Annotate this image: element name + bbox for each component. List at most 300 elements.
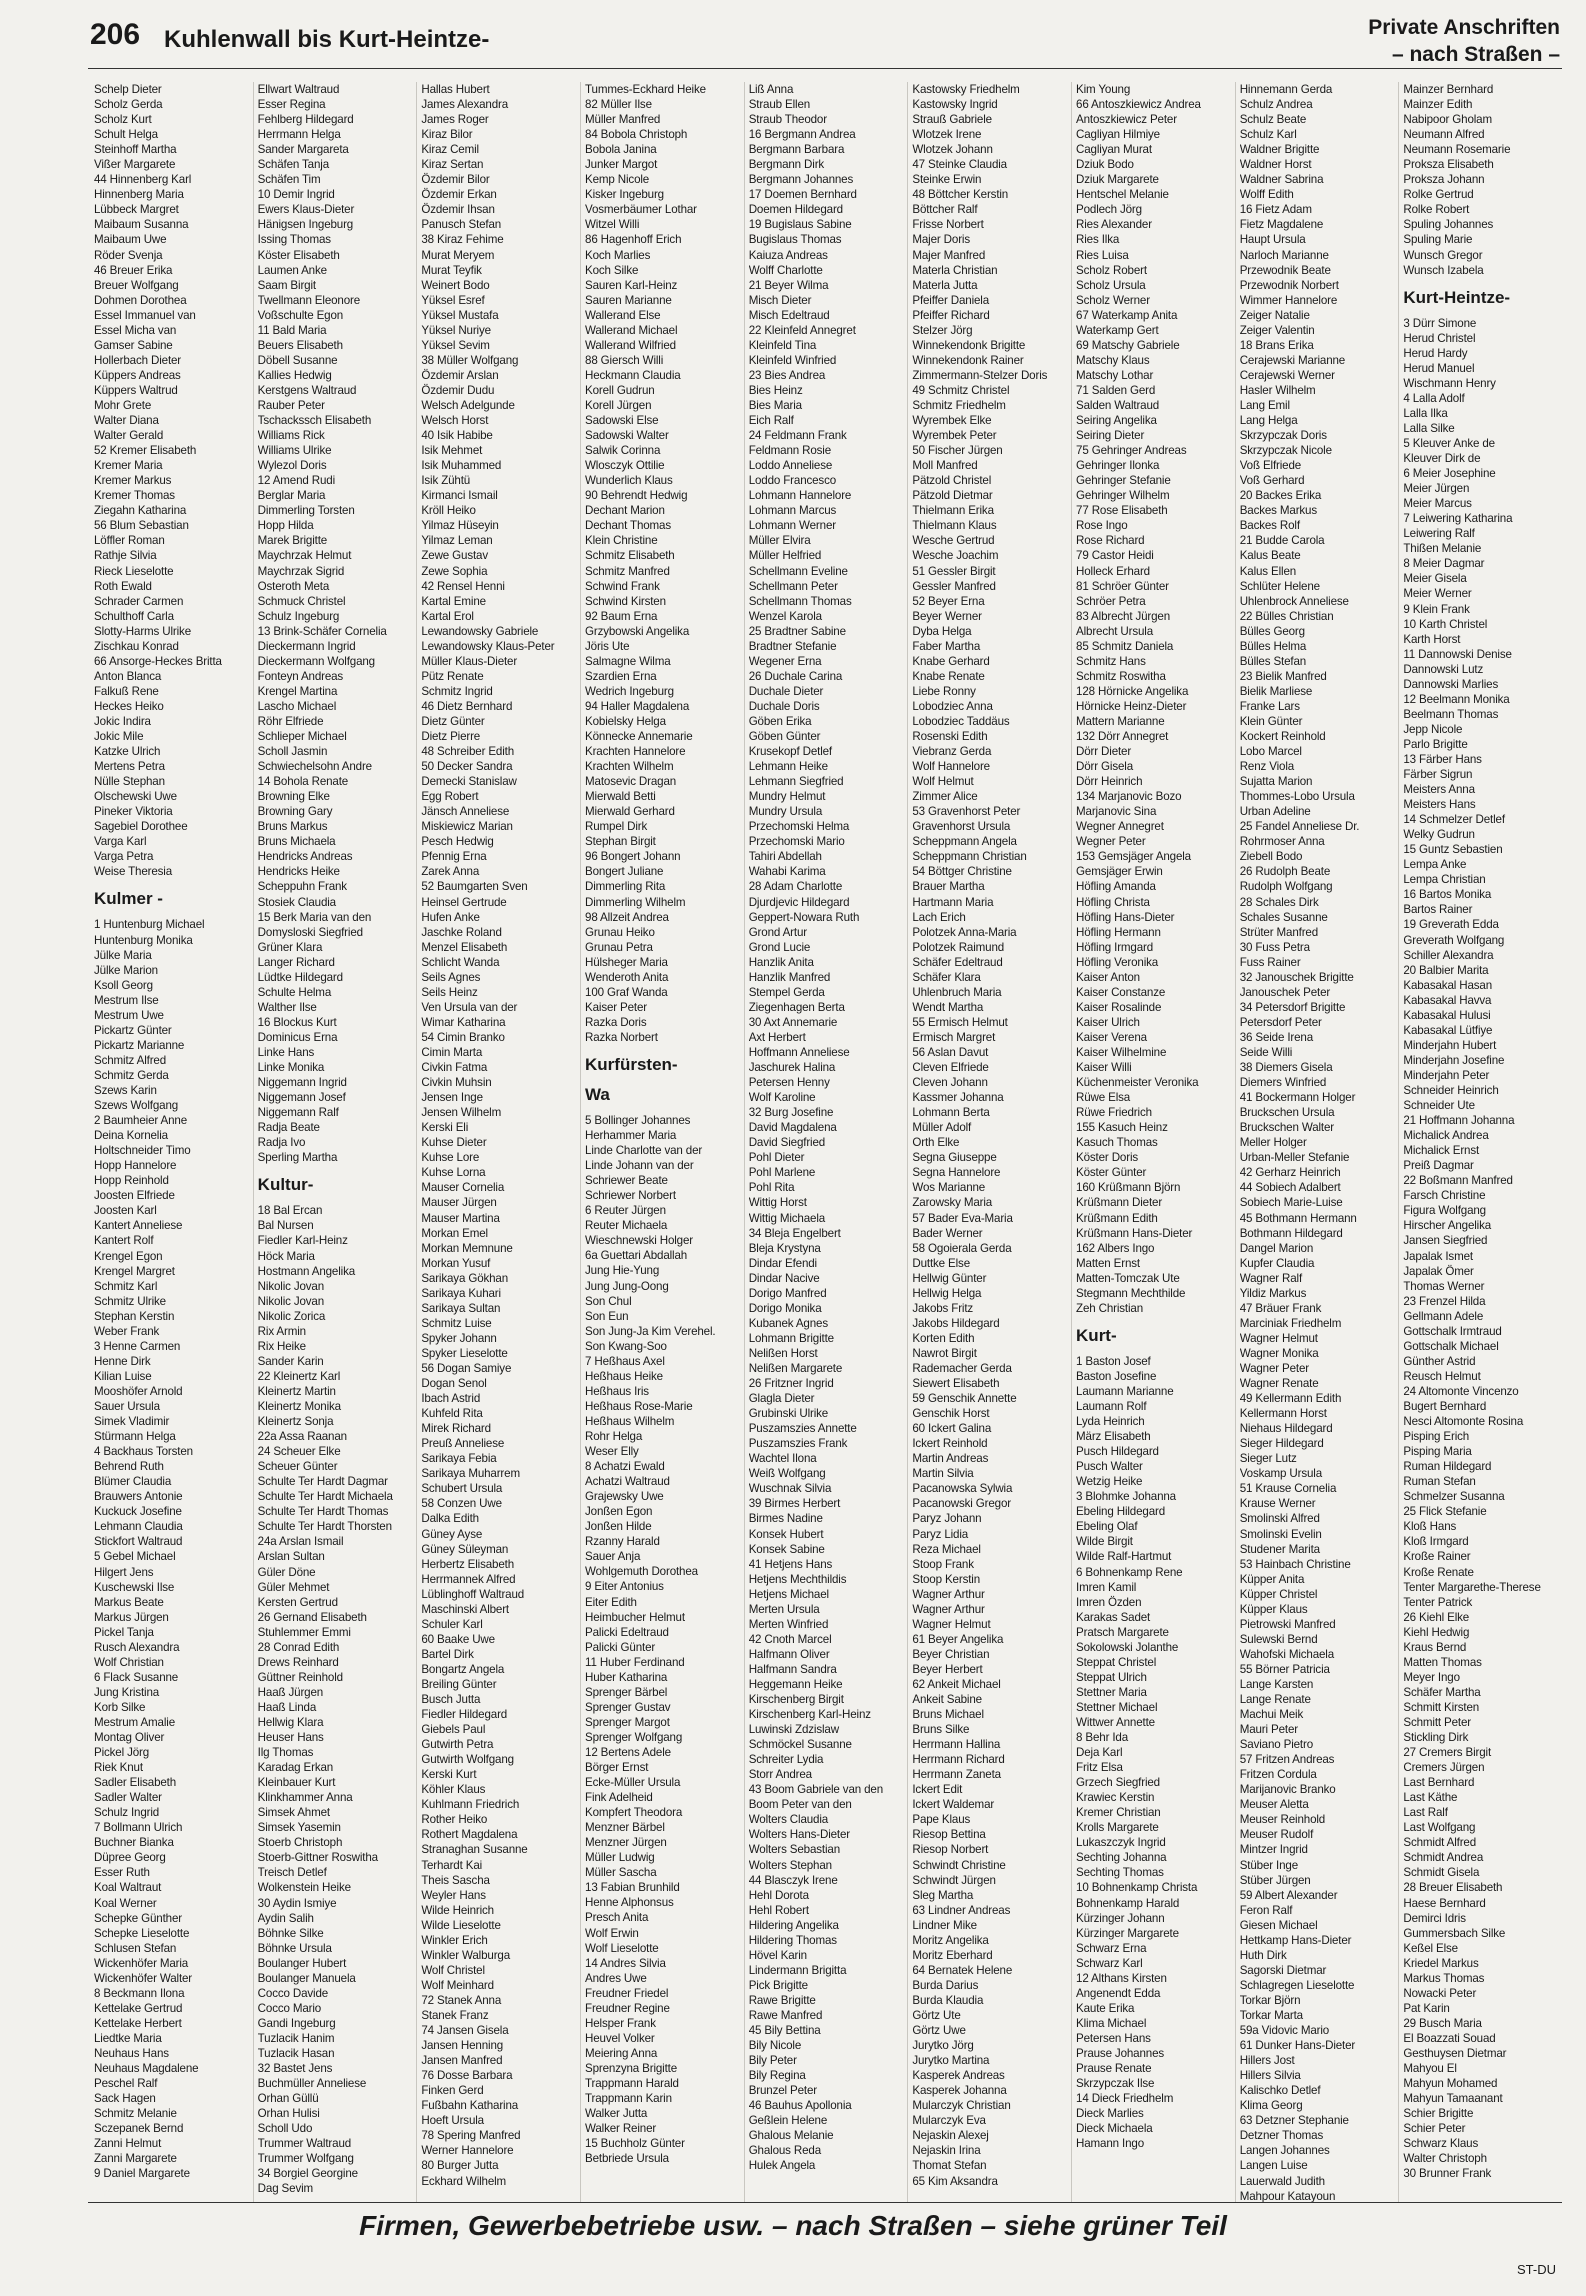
directory-entry: Essel Micha van: [94, 323, 177, 337]
directory-entry: Bruns Silke: [912, 1723, 970, 1737]
directory-entry: Schneider Ute: [1403, 1099, 1475, 1113]
directory-entry: Rose Richard: [1076, 534, 1145, 548]
directory-entry: Mauser Martina: [421, 1211, 500, 1225]
directory-entry: Cleven Elfriede: [912, 1061, 989, 1075]
directory-entry: 88 Giersch Willi: [585, 353, 664, 367]
directory-entry: Skrzypczak Doris: [1239, 429, 1327, 443]
directory-entry: Kaiser Verena: [1076, 1030, 1147, 1044]
directory-entry: Brauwers Antonie: [94, 1490, 183, 1504]
directory-entry: Dominicus Erna: [257, 1030, 338, 1044]
directory-entry: Boulanger Hubert: [257, 1956, 347, 1970]
directory-entry: Last Ralf: [1403, 1806, 1448, 1820]
directory-entry: Demecki Stanislaw: [421, 775, 517, 789]
directory-entry: Rawe Brigitte: [748, 1993, 816, 2007]
directory-entry: Son Kwang-Soo: [585, 1339, 667, 1353]
directory-entry: Studener Marita: [1239, 1542, 1320, 1556]
directory-entry: 6 Meier Josephine: [1403, 467, 1496, 481]
directory-entry: Halfmann Oliver: [748, 1647, 830, 1661]
directory-entry: Meisters Hans: [1403, 798, 1476, 812]
directory-entry: Browning Elke: [257, 790, 330, 804]
directory-entry: Krengel Egon: [94, 1249, 163, 1263]
directory-entry: Walter Gerald: [94, 429, 164, 443]
directory-entry: 44 Hinnenberg Karl: [94, 173, 192, 187]
directory-entry: Stegmann Mechthilde: [1076, 1286, 1186, 1300]
directory-entry: Karth Horst: [1403, 632, 1461, 646]
directory-entry: El Boazzati Souad: [1403, 2031, 1496, 2045]
directory-entry: 28 Conrad Edith: [257, 1640, 340, 1654]
directory-entry: Dimmerling Rita: [585, 880, 666, 894]
directory-entry: Fuss Rainer: [1239, 955, 1301, 969]
directory-entry: Grunau Heiko: [585, 925, 655, 939]
directory-entry: 160 Krüßmann Björn: [1076, 1181, 1181, 1195]
directory-entry: Son Jung-Ja Kim Verehel.: [585, 1324, 716, 1338]
directory-entry: 96 Bongert Johann: [585, 850, 681, 864]
directory-entry: Knabe Gerhard: [912, 654, 990, 668]
directory-entry: Baston Josefine: [1076, 1369, 1157, 1383]
directory-entry: Jöris Ute: [585, 639, 630, 653]
directory-entry: Sarikaya Muharrem: [421, 1467, 520, 1481]
directory-entry: Brauer Martha: [912, 880, 985, 894]
directory-entry: James Alexandra: [421, 98, 509, 112]
directory-entry: Schmidt Alfred: [1403, 1836, 1477, 1850]
directory-entry: Wenderoth Anita: [585, 970, 669, 984]
directory-entry: Özdemir Erkan: [421, 188, 497, 202]
directory-entry: 47 Bräuer Frank: [1239, 1301, 1322, 1315]
directory-entry: Maibaum Susanna: [94, 218, 189, 232]
directory-entry: Kaiser Ulrich: [1076, 1015, 1140, 1029]
directory-entry: Kaiser Anton: [1076, 970, 1140, 984]
directory-entry: Gutwirth Wolfgang: [421, 1753, 514, 1767]
directory-entry: Hanzlik Manfred: [748, 970, 831, 984]
directory-entry: Heinsel Gertrude: [421, 895, 507, 909]
directory-entry: Mestrum Ilse: [94, 993, 159, 1007]
directory-entry: Nawrot Birgit: [912, 1346, 977, 1360]
directory-entry: Loddo Francesco: [748, 474, 837, 488]
directory-entry: Spyker Johann: [421, 1331, 497, 1345]
directory-entry: Jansen Henning: [421, 2039, 504, 2053]
directory-entry: Zarek Anna: [421, 865, 480, 879]
directory-entry: Heggemann Heike: [748, 1677, 843, 1691]
directory-entry: Treisch Detlef: [257, 1866, 327, 1880]
directory-entry: Beyer Christian: [912, 1647, 990, 1661]
directory-entry: Pusch Walter: [1076, 1460, 1143, 1474]
directory-entry: 134 Marjanovic Bozo: [1076, 790, 1182, 804]
directory-entry: Ghalous Melanie: [748, 2129, 834, 2143]
directory-entry: Hörnicke Heinz-Dieter: [1076, 699, 1187, 713]
directory-entry: Stranaghan Susanne: [421, 1843, 528, 1857]
directory-entry: Falkuß Rene: [94, 684, 159, 698]
directory-entry: Stürmann Helga: [94, 1430, 176, 1444]
directory-entry: Sarikaya Sultan: [421, 1301, 501, 1315]
directory-entry: Burda Darius: [912, 1978, 979, 1992]
directory-entry: 52 Baumgarten Sven: [421, 880, 528, 894]
directory-entry: Thommes-Lobo Ursula: [1239, 790, 1355, 804]
directory-entry: 17 Doemen Bernhard: [748, 188, 857, 202]
directory-entry: 53 Hainbach Christine: [1239, 1557, 1351, 1571]
directory-entry: Sander Karin: [257, 1354, 324, 1368]
directory-entry: Steppat Ulrich: [1076, 1670, 1147, 1684]
directory-entry: Ermisch Margret: [912, 1030, 996, 1044]
directory-entry: Meier Werner: [1403, 587, 1472, 601]
directory-entry: Hopp Reinhold: [94, 1174, 169, 1188]
directory-entry: Bal Nursen: [257, 1219, 314, 1233]
directory-entry: Dieckermann Ingrid: [257, 639, 356, 653]
directory-entry: Gehringer Ilonka: [1076, 459, 1160, 473]
directory-entry: Schier Brigitte: [1403, 2107, 1474, 2121]
directory-entry: 60 Baake Uwe: [421, 1632, 495, 1646]
directory-entry: Kuckuck Josefine: [94, 1505, 182, 1519]
directory-entry: 59 Genschik Annette: [912, 1392, 1017, 1406]
directory-entry: Lang Emil: [1239, 398, 1290, 412]
directory-entry: Matten Ernst: [1076, 1256, 1140, 1270]
directory-entry: Tuzlacik Hasan: [257, 2047, 335, 2060]
directory-entry: Maibaum Uwe: [94, 233, 167, 247]
directory-entry: Kloß Irmgard: [1403, 1535, 1469, 1549]
directory-entry: 22 Bülles Christian: [1239, 609, 1334, 623]
directory-entry: 32 Burg Josefine: [748, 1106, 834, 1120]
directory-entry: Nelißen Horst: [748, 1346, 818, 1360]
directory-entry: Kuschewski Ilse: [94, 1580, 175, 1594]
directory-entry: Nesci Altomonte Rosina: [1403, 1415, 1524, 1429]
directory-entry: Hostmann Angelika: [257, 1264, 356, 1278]
directory-entry: 57 Fritzen Andreas: [1239, 1753, 1335, 1767]
directory-entry: Meuser Aletta: [1239, 1798, 1309, 1812]
directory-entry: Przechomski Helma: [748, 820, 850, 834]
directory-entry: Menzner Bärbel: [585, 1821, 665, 1835]
directory-entry: Göben Günter: [748, 730, 821, 744]
directory-entry: Linke Hans: [257, 1046, 315, 1059]
directory-entry: Parlo Brigitte: [1403, 737, 1468, 751]
directory-entry: Stüber Jürgen: [1239, 1873, 1311, 1887]
directory-entry: Schulte Ter Hardt Thomas: [257, 1505, 389, 1519]
directory-entry: Liebe Ronny: [912, 684, 976, 698]
street-heading: Kurfürsten-: [585, 1055, 678, 1074]
directory-entry: Lüdtke Hildegard: [257, 970, 343, 984]
directory-entry: Blümer Claudia: [94, 1475, 172, 1489]
directory-entry: 45 Bily Bettina: [748, 2024, 821, 2038]
directory-entry: Mauser Cornelia: [421, 1181, 505, 1195]
directory-entry: Trummer Waltraud: [257, 2137, 352, 2151]
directory-entry: Hendricks Andreas: [257, 850, 353, 864]
directory-entry: Wolff Charlotte: [748, 263, 823, 277]
directory-entry: Hinnenberg Maria: [94, 188, 184, 202]
directory-entry: Skrzypczak Nicole: [1239, 444, 1332, 458]
directory-entry: Dogan Senol: [421, 1377, 487, 1391]
directory-entry: Ibach Astrid: [421, 1392, 481, 1406]
directory-entry: Kiraz Bilor: [421, 128, 473, 142]
directory-entry: Wolf Christel: [421, 1963, 485, 1977]
directory-entry: 42 Gerharz Heinrich: [1239, 1166, 1341, 1180]
directory-entry: Hollerbach Dieter: [94, 353, 182, 367]
directory-entry: Jakobs Fritz: [912, 1301, 974, 1315]
directory-entry: 32 Janouschek Brigitte: [1239, 970, 1354, 984]
directory-entry: 78 Spering Manfred: [421, 2129, 521, 2143]
directory-entry: Kriedel Markus: [1403, 1956, 1479, 1970]
directory-entry: Martin Andreas: [912, 1452, 989, 1466]
directory-entry: Giesen Michael: [1239, 1918, 1318, 1932]
directory-entry: 10 Demir Ingrid: [257, 188, 335, 202]
directory-entry: Jonßen Hilde: [585, 1520, 652, 1534]
directory-entry: Haaß Linda: [257, 1700, 317, 1714]
directory-entry: Hetjens Mechthildis: [748, 1572, 847, 1586]
directory-entry: Fritz Elsa: [1076, 1761, 1123, 1775]
directory-entry: Hövel Karin: [748, 1948, 807, 1962]
directory-entry: 40 Isik Habibe: [421, 429, 493, 443]
directory-entry: Pätzold Dietmar: [912, 489, 993, 503]
directory-entry: Hufen Anke: [421, 910, 480, 924]
directory-entry: Köster Günter: [1076, 1166, 1147, 1180]
directory-entry: Feron Ralf: [1239, 1903, 1293, 1917]
directory-entry: 85 Schmitz Daniela: [1076, 639, 1174, 653]
directory-column: [416, 82, 580, 2202]
directory-entry: Lübbeck Margret: [94, 203, 179, 217]
directory-entry: Brunzel Peter: [748, 2084, 817, 2098]
directory-entry: Kellermann Horst: [1239, 1407, 1327, 1421]
directory-entry: Rother Heiko: [421, 1813, 488, 1827]
directory-entry: Albrecht Ursula: [1076, 624, 1154, 638]
directory-entry: Merten Winfried: [748, 1617, 829, 1631]
directory-entry: Dalka Edith: [421, 1512, 479, 1526]
directory-entry: Sander Margareta: [257, 143, 349, 157]
directory-entry: Özdemir Dudu: [421, 383, 495, 397]
directory-entry: Grajewsky Uwe: [585, 1490, 664, 1504]
directory-entry: 57 Bader Eva-Maria: [912, 1211, 1013, 1225]
directory-entry: Wegener Erna: [748, 654, 822, 668]
directory-entry: 21 Budde Carola: [1239, 534, 1325, 548]
directory-entry: Kuhlmann Friedrich: [421, 1798, 520, 1812]
directory-entry: 77 Rose Elisabeth: [1076, 504, 1168, 518]
directory-entry: Przewodnik Beate: [1239, 263, 1331, 277]
directory-entry: Buchmüller Anneliese: [257, 2077, 367, 2091]
directory-entry: Koal Waltraut: [94, 1881, 162, 1895]
directory-entry: Segna Hannelore: [912, 1166, 1001, 1180]
directory-entry: Schröer Petra: [1076, 594, 1146, 608]
directory-entry: Kettelake Herbert: [94, 2016, 182, 2030]
directory-entry: Wallerand Wilfried: [585, 338, 676, 352]
directory-entry: Feldmann Rosie: [748, 444, 832, 458]
directory-entry: Hendricks Heike: [257, 865, 340, 879]
directory-entry: Herrmann Hallina: [912, 1738, 1001, 1752]
directory-entry: Schäfer Martha: [1403, 1685, 1481, 1699]
directory-entry: Jänsch Anneliese: [421, 805, 510, 819]
directory-entry: 82 Müller Ilse: [585, 98, 652, 112]
directory-entry: Höfling Hermann: [1076, 925, 1161, 939]
directory-entry: Sagebiel Dorothee: [94, 820, 188, 834]
directory-entry: Kiraz Sertan: [421, 158, 484, 172]
directory-entry: Rohr Helga: [585, 1429, 643, 1443]
directory-entry: Krüßmann Edith: [1076, 1211, 1158, 1225]
directory-entry: 54 Cimin Branko: [421, 1030, 505, 1044]
directory-entry: Linke Monika: [257, 1061, 325, 1075]
directory-entry: Zewe Gustav: [421, 549, 488, 563]
directory-entry: Koch Marlies: [585, 248, 651, 262]
directory-entry: Sadler Walter: [94, 1791, 162, 1805]
directory-entry: Nikolic Jovan: [257, 1294, 325, 1308]
directory-entry: Palicki Edeltraud: [585, 1625, 669, 1639]
directory-entry: Morkan Yusuf: [421, 1256, 491, 1270]
directory-entry: Scheppmann Angela: [912, 835, 1017, 849]
directory-entry: Dieck Michaela: [1076, 2122, 1153, 2136]
directory-entry: Keßel Else: [1403, 1941, 1458, 1955]
directory-entry: 72 Stanek Anna: [421, 1993, 502, 2007]
directory-entry: Korb Silke: [94, 1700, 146, 1714]
directory-entry: Scholz Robert: [1076, 263, 1147, 277]
directory-entry: Hoffmann Anneliese: [748, 1046, 850, 1059]
directory-entry: Börger Ernst: [585, 1761, 649, 1775]
directory-entry: Kleinertz Monika: [257, 1399, 341, 1413]
directory-entry: Kaiser Willi: [1076, 1061, 1132, 1075]
directory-entry: Heßhaus Wilhelm: [585, 1414, 675, 1428]
directory-entry: Dörr Heinrich: [1076, 775, 1143, 789]
directory-entry: 55 Börner Patricia: [1239, 1662, 1330, 1676]
directory-entry: Sleg Martha: [912, 1888, 974, 1902]
directory-entry: Cagliyan Murat: [1076, 143, 1152, 157]
directory-entry: Schmitz Friedhelm: [912, 398, 1006, 412]
directory-entry: Breuer Wolfgang: [94, 278, 179, 292]
directory-entry: Wetzig Heike: [1076, 1475, 1143, 1489]
directory-entry: Günther Astrid: [1403, 1354, 1476, 1368]
directory-entry: Güney Ayse: [421, 1527, 483, 1541]
directory-entry: 34 Petersdorf Brigitte: [1239, 1000, 1346, 1014]
directory-entry: Schmidt Gisela: [1403, 1866, 1480, 1880]
directory-entry: 24 Scheuer Elke: [257, 1445, 341, 1459]
directory-entry: Wolf Helmut: [912, 775, 974, 789]
directory-entry: Wolff Edith: [1239, 188, 1294, 202]
directory-entry: Schmitz Ulrike: [94, 1294, 166, 1308]
directory-entry: Dechant Marion: [585, 504, 665, 518]
directory-entry: Wischmann Henry: [1403, 376, 1496, 390]
directory-entry: 8 Achatzi Ewald: [585, 1460, 665, 1474]
directory-entry: Dechant Thomas: [585, 519, 671, 533]
directory-entry: 7 Leiwering Katharina: [1403, 512, 1513, 526]
directory-entry: Fonteyn Andreas: [257, 669, 344, 683]
directory-entry: 7 Bollmann Ulrich: [94, 1821, 183, 1835]
directory-entry: 45 Bothmann Hermann: [1239, 1211, 1357, 1225]
directory-entry: Japalak Ömer: [1403, 1264, 1474, 1278]
footer-rule: [88, 2202, 1562, 2203]
directory-entry: Kirschenberg Birgit: [748, 1693, 844, 1707]
directory-entry: Schwind Kirsten: [585, 594, 666, 608]
directory-entry: Kartal Emine: [421, 594, 486, 608]
directory-entry: Jung Jung-Oong: [585, 1279, 669, 1293]
directory-entry: Jensen Inge: [421, 1091, 483, 1105]
directory-entry: Gellmann Adele: [1403, 1309, 1484, 1323]
directory-entry: Stoerb Christoph: [257, 1836, 343, 1850]
directory-entry: Koal Werner: [94, 1896, 157, 1910]
directory-entry: Hehl Robert: [748, 1903, 809, 1917]
directory-entry: 22 Kleinertz Karl: [257, 1369, 341, 1383]
directory-entry: 39 Birmes Herbert: [748, 1497, 841, 1511]
directory-entry: Meier Marcus: [1403, 497, 1472, 511]
directory-entry: Sieger Lutz: [1239, 1452, 1297, 1466]
directory-entry: Krause Werner: [1239, 1497, 1316, 1511]
directory-entry: Bielik Marliese: [1239, 684, 1313, 698]
directory-entry: Ellwart Waltraud: [257, 83, 340, 96]
directory-column: [1235, 82, 1399, 2202]
directory-entry: 20 Backes Erika: [1239, 489, 1322, 503]
directory-columns: [90, 82, 1562, 2202]
directory-entry: Menzner Jürgen: [585, 1836, 667, 1850]
directory-entry: Wlotzek Irene: [912, 128, 982, 142]
directory-entry: Höfling Amanda: [1076, 880, 1156, 894]
directory-entry: Meier Jürgen: [1403, 482, 1470, 496]
directory-entry: Rathje Silvia: [94, 549, 157, 563]
directory-entry: Holleck Erhard: [1076, 564, 1150, 578]
directory-entry: Schrader Carmen: [94, 594, 184, 608]
directory-entry: Hellwig Helga: [912, 1286, 982, 1300]
directory-entry: Löffler Roman: [94, 534, 165, 548]
directory-entry: Klima Michael: [1076, 2016, 1147, 2030]
directory-entry: Grubinski Ulrike: [748, 1407, 829, 1421]
directory-entry: Schmitz Melanie: [94, 2107, 177, 2121]
directory-entry: Kabasakal Lütfiye: [1403, 1023, 1493, 1037]
directory-entry: Kantert Anneliese: [94, 1219, 183, 1233]
directory-entry: Ven Ursula van der: [421, 1000, 518, 1014]
directory-entry: Spyker Lieselotte: [421, 1346, 508, 1360]
directory-entry: Jokic Indira: [94, 714, 151, 728]
directory-entry: Werner Hannelore: [421, 2144, 514, 2158]
directory-entry: 38 Diemers Gisela: [1239, 1061, 1333, 1075]
directory-entry: Kraus Bernd: [1403, 1640, 1467, 1654]
directory-entry: Ecke-Müller Ursula: [585, 1776, 681, 1790]
directory-entry: 63 Detzner Stephanie: [1239, 2114, 1349, 2128]
directory-entry: Güler Döne: [257, 1565, 316, 1579]
directory-entry: Scholz Gerda: [94, 98, 163, 112]
directory-entry: 22 Kleinfeld Annegret: [748, 323, 856, 337]
directory-entry: Thielmann Klaus: [912, 519, 997, 533]
directory-entry: Schepke Günther: [94, 1911, 182, 1925]
directory-entry: Jonßen Egon: [585, 1505, 653, 1519]
directory-entry: Hopp Hilda: [257, 519, 314, 533]
directory-entry: Hartmann Maria: [912, 895, 994, 909]
directory-entry: Kupfer Claudia: [1239, 1256, 1315, 1270]
directory-entry: Vosmerbäumer Lothar: [585, 203, 697, 217]
directory-entry: Pacanowski Gregor: [912, 1497, 1011, 1511]
directory-entry: Przewodnik Norbert: [1239, 278, 1339, 292]
directory-entry: Rix Heike: [257, 1339, 306, 1353]
directory-entry: Niggemann Ralf: [257, 1106, 339, 1120]
directory-entry: 28 Breuer Elisabeth: [1403, 1881, 1503, 1895]
directory-entry: 4 Lalla Adolf: [1403, 391, 1465, 405]
directory-entry: Wilde Birgit: [1076, 1535, 1133, 1549]
directory-entry: Sarikaya Febia: [421, 1452, 497, 1466]
directory-entry: Pickel Tanja: [94, 1625, 154, 1639]
directory-entry: Grunau Petra: [585, 940, 653, 954]
directory-entry: Rüwe Elsa: [1076, 1091, 1131, 1105]
directory-entry: Schlicht Wanda: [421, 955, 500, 969]
directory-entry: Neumann Rosemarie: [1403, 143, 1511, 157]
directory-entry: Bruns Michaela: [257, 835, 336, 849]
directory-column: [253, 82, 417, 2202]
directory-entry: 41 Bockermann Holger: [1239, 1091, 1356, 1105]
directory-entry: Schmitz Manfred: [585, 564, 670, 578]
directory-entry: Petersen Hans: [1076, 2031, 1151, 2045]
page-number: 206: [90, 18, 141, 51]
directory-entry: 12 Althans Kirsten: [1076, 1971, 1167, 1985]
directory-entry: Könnecke Annemarie: [585, 730, 693, 744]
directory-entry: Mahyun Mohamed: [1403, 2077, 1498, 2091]
directory-entry: Lewandowsky Gabriele: [421, 624, 539, 638]
directory-entry: 5 Kleuver Anke de: [1403, 436, 1495, 450]
directory-entry: Mahyou El: [1403, 2062, 1457, 2076]
directory-entry: Welsch Adelgunde: [421, 398, 515, 412]
directory-entry: Wunsch Gregor: [1403, 248, 1483, 262]
directory-entry: Sczepanek Bernd: [94, 2122, 184, 2136]
directory-entry: 153 Gemsjäger Angela: [1076, 850, 1191, 864]
directory-entry: 28 Adam Charlotte: [748, 880, 843, 894]
directory-entry: Zewe Sophia: [421, 564, 488, 578]
directory-entry: 11 Bald Maria: [257, 323, 327, 337]
